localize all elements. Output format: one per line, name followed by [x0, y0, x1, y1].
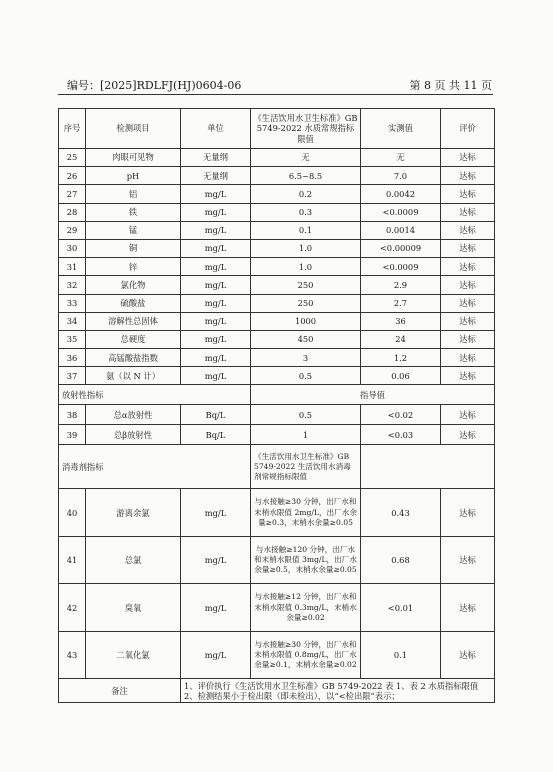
- water-quality-table: [58, 108, 495, 703]
- row-value: 2.7: [361, 294, 441, 312]
- row-unit: mg/L: [181, 294, 251, 312]
- row-eval: 达标: [441, 330, 495, 348]
- row-no: 30: [59, 239, 86, 257]
- remarks-line1: 1、评价执行《生活饮用水卫生标准》GB 5749-2022 表 1、表 2 水质指标限值: [184, 680, 479, 691]
- row-value: <0.0009: [361, 258, 441, 276]
- row-limit: 450: [251, 330, 361, 348]
- row-eval: 达标: [441, 425, 495, 445]
- row-unit: mg/L: [181, 631, 251, 679]
- table-row: [59, 349, 495, 367]
- row-limit: 3: [251, 349, 361, 367]
- row-eval: 达标: [441, 294, 495, 312]
- row-item: 总α放射性: [86, 405, 181, 425]
- row-value: 24: [361, 330, 441, 348]
- row-limit: 0.5: [251, 367, 361, 385]
- table-row: [59, 221, 495, 239]
- section-row-disinfectant: [59, 445, 495, 489]
- row-item: 铜: [86, 239, 181, 257]
- table-body: [59, 109, 495, 703]
- row-value: <0.01: [361, 584, 441, 632]
- row-item: 铝: [86, 185, 181, 203]
- row-eval: 达标: [441, 203, 495, 221]
- row-no: 29: [59, 221, 86, 239]
- row-value: <0.0009: [361, 203, 441, 221]
- row-limit: 与水接触≥30 分钟，出厂水和末梢水限值 0.8mg/L，出厂水余量≥0.1，末梢水余量≥0.02: [251, 631, 361, 679]
- row-no: 25: [59, 149, 86, 167]
- row-value: <0.03: [361, 425, 441, 445]
- row-unit: mg/L: [181, 330, 251, 348]
- row-eval: 达标: [441, 349, 495, 367]
- row-no: 38: [59, 405, 86, 425]
- table-row: [59, 584, 495, 632]
- row-no: 34: [59, 312, 86, 330]
- row-item: 总硬度: [86, 330, 181, 348]
- row-unit: mg/L: [181, 258, 251, 276]
- row-eval: 达标: [441, 367, 495, 385]
- blank-cell: [361, 445, 495, 489]
- row-limit: 1.0: [251, 258, 361, 276]
- row-item: 总氯: [86, 536, 181, 584]
- table-row: [59, 425, 495, 445]
- row-limit: 1000: [251, 312, 361, 330]
- row-unit: 无量纲: [181, 149, 251, 167]
- header-item: 检测项目: [86, 109, 181, 149]
- row-limit: 0.5: [251, 405, 361, 425]
- row-eval: 达标: [441, 221, 495, 239]
- row-unit: mg/L: [181, 221, 251, 239]
- row-unit: mg/L: [181, 349, 251, 367]
- row-item: 锌: [86, 258, 181, 276]
- row-eval: 达标: [441, 185, 495, 203]
- row-no: 43: [59, 631, 86, 679]
- row-no: 33: [59, 294, 86, 312]
- remarks-row: [59, 679, 495, 703]
- row-value: 0.0014: [361, 221, 441, 239]
- table-row: [59, 330, 495, 348]
- row-no: 28: [59, 203, 86, 221]
- row-eval: 达标: [441, 631, 495, 679]
- remarks-content: [181, 679, 495, 703]
- row-value: 36: [361, 312, 441, 330]
- row-item: 铁: [86, 203, 181, 221]
- row-limit: 无: [251, 149, 361, 167]
- row-item: 总β放射性: [86, 425, 181, 445]
- row-item: 氯化物: [86, 276, 181, 294]
- row-eval: 达标: [441, 312, 495, 330]
- row-value: 0.1: [361, 631, 441, 679]
- row-item: pH: [86, 167, 181, 185]
- section-label-disinfectant: 消毒剂指标: [59, 445, 251, 489]
- row-unit: mg/L: [181, 536, 251, 584]
- row-no: 36: [59, 349, 86, 367]
- row-item: 肉眼可见物: [86, 149, 181, 167]
- row-unit: mg/L: [181, 185, 251, 203]
- disinfectant-limit-header: 《生活饮用水卫生标准》GB 5749-2022 生活饮用水消毒剂常规指标限值: [251, 445, 361, 489]
- table-row: [59, 405, 495, 425]
- table-row: [59, 631, 495, 679]
- row-value: 2.9: [361, 276, 441, 294]
- section-row-radioactive: [59, 385, 495, 405]
- page-indicator: 第 8 页 共 11 页: [409, 79, 492, 92]
- row-eval: 达标: [441, 149, 495, 167]
- row-eval: 达标: [441, 584, 495, 632]
- row-eval: 达标: [441, 167, 495, 185]
- section-label-radioactive: 放射性指标: [59, 385, 251, 405]
- guide-value-label: 指导值: [251, 385, 495, 405]
- row-limit: 6.5~8.5: [251, 167, 361, 185]
- row-limit: 1: [251, 425, 361, 445]
- table-row: [59, 167, 495, 185]
- table-header-row: [59, 109, 495, 149]
- row-item: 二氧化氯: [86, 631, 181, 679]
- row-no: 39: [59, 425, 86, 445]
- row-value: 0.0042: [361, 185, 441, 203]
- row-unit: Bq/L: [181, 405, 251, 425]
- row-item: 溶解性总固体: [86, 312, 181, 330]
- row-no: 37: [59, 367, 86, 385]
- row-no: 35: [59, 330, 86, 348]
- row-value: 0.43: [361, 489, 441, 537]
- row-value: 1.2: [361, 349, 441, 367]
- row-limit: 250: [251, 294, 361, 312]
- row-unit: mg/L: [181, 203, 251, 221]
- table-row: [59, 258, 495, 276]
- row-no: 32: [59, 276, 86, 294]
- row-item: 臭氧: [86, 584, 181, 632]
- table-row: [59, 185, 495, 203]
- row-unit: mg/L: [181, 239, 251, 257]
- row-item: 高锰酸盐指数: [86, 349, 181, 367]
- header-value: 实测值: [361, 109, 441, 149]
- row-limit: 0.3: [251, 203, 361, 221]
- row-item: 锰: [86, 221, 181, 239]
- row-limit: 与水接触≥12 分钟，出厂水和末梢水限值 0.3mg/L，末梢水余量≥0.02: [251, 584, 361, 632]
- row-unit: mg/L: [181, 367, 251, 385]
- remarks-label: 备注: [59, 679, 181, 703]
- row-no: 31: [59, 258, 86, 276]
- table-row: [59, 294, 495, 312]
- table-row: [59, 536, 495, 584]
- table-row: [59, 489, 495, 537]
- row-limit: 0.1: [251, 221, 361, 239]
- remarks-line2: 2、检测结果小于检出限（即未检出），以“<检出限”表示；: [184, 690, 400, 701]
- row-limit: 与水接触≥120 分钟，出厂水和末梢水限值 3mg/L，出厂水余量≥0.5，末梢水余量≥0.05: [251, 536, 361, 584]
- table-row: [59, 239, 495, 257]
- row-unit: 无量纲: [181, 167, 251, 185]
- row-eval: 达标: [441, 258, 495, 276]
- row-no: 26: [59, 167, 86, 185]
- header-eval: 评价: [441, 109, 495, 149]
- row-eval: 达标: [441, 276, 495, 294]
- row-no: 27: [59, 185, 86, 203]
- row-limit: 与水接触≥30 分钟，出厂水和末梢水限值 2mg/L，出厂水余量≥0.3，末梢水余量≥0.05: [251, 489, 361, 537]
- table-row: [59, 276, 495, 294]
- header-no: 序号: [59, 109, 86, 149]
- row-item: 硫酸盐: [86, 294, 181, 312]
- row-value: <0.00009: [361, 239, 441, 257]
- row-item: 游离余氯: [86, 489, 181, 537]
- row-eval: 达标: [441, 489, 495, 537]
- header-limit: 《生活饮用水卫生标准》GB 5749-2022 水质常规指标限值: [251, 109, 361, 149]
- row-no: 40: [59, 489, 86, 537]
- table-row: [59, 149, 495, 167]
- row-value: 0.68: [361, 536, 441, 584]
- header-unit: 单位: [181, 109, 251, 149]
- row-limit: 0.2: [251, 185, 361, 203]
- row-no: 42: [59, 584, 86, 632]
- table-row: [59, 367, 495, 385]
- row-limit: 250: [251, 276, 361, 294]
- document-number: 编号：[2025]RDLFJ(HJ)0604-06: [67, 79, 242, 92]
- row-value: 无: [361, 149, 441, 167]
- row-value: 7.0: [361, 167, 441, 185]
- row-value: 0.06: [361, 367, 441, 385]
- row-eval: 达标: [441, 405, 495, 425]
- row-unit: mg/L: [181, 276, 251, 294]
- row-value: <0.02: [361, 405, 441, 425]
- row-item: 氨（以 N 计）: [86, 367, 181, 385]
- row-eval: 达标: [441, 239, 495, 257]
- row-limit: 1.0: [251, 239, 361, 257]
- row-unit: mg/L: [181, 489, 251, 537]
- row-no: 41: [59, 536, 86, 584]
- header-rule: [58, 94, 493, 95]
- table-row: [59, 203, 495, 221]
- row-unit: Bq/L: [181, 425, 251, 445]
- table-row: [59, 312, 495, 330]
- row-eval: 达标: [441, 536, 495, 584]
- row-unit: mg/L: [181, 584, 251, 632]
- row-unit: mg/L: [181, 312, 251, 330]
